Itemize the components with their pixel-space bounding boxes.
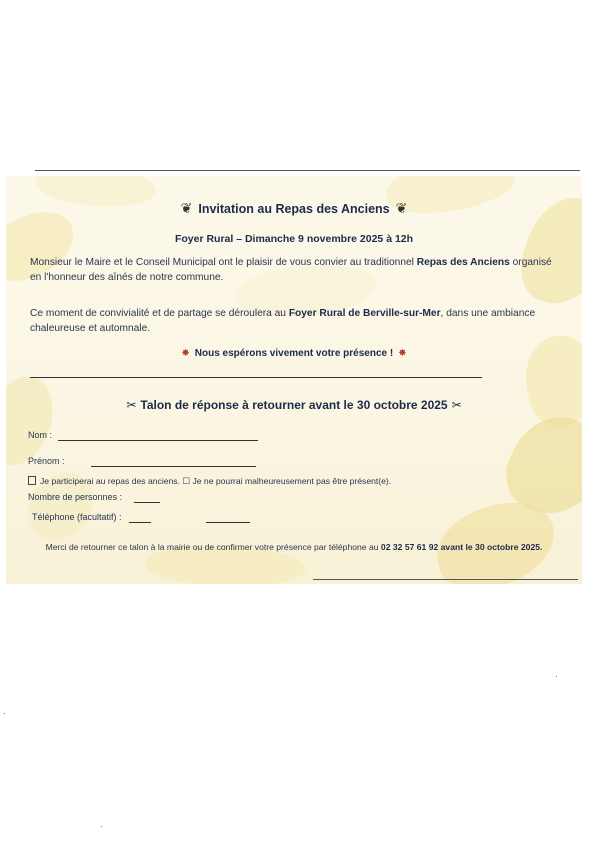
telephone-field[interactable] bbox=[129, 522, 151, 523]
telephone-field-extra[interactable] bbox=[206, 522, 250, 523]
leaf-ornament-icon: ❦ bbox=[180, 200, 193, 216]
para2-bold: Foyer Rural de Berville-sur-Mer bbox=[288, 308, 441, 319]
scan-speck bbox=[101, 826, 102, 827]
footer-text: Merci de retourner ce talon à la mairie ou de confirmer votre présence par téléphone au bbox=[45, 542, 381, 552]
attendance-options bbox=[28, 476, 391, 487]
footer-deadline: 02 32 57 61 92 avant le 30 octobre 2025. bbox=[380, 542, 543, 552]
title-text: Invitation au Repas des Anciens bbox=[198, 202, 390, 216]
top-rule bbox=[35, 170, 580, 171]
scissors-icon: ✂ bbox=[126, 398, 137, 412]
para1-bold: Repas des Anciens bbox=[416, 257, 510, 268]
reply-slip-heading-text: Talon de réponse à retourner avant le 30 octobre 2025 bbox=[140, 398, 448, 412]
maple-leaf-icon: ✸ bbox=[398, 348, 407, 359]
reply-slip-heading bbox=[6, 398, 582, 412]
return-instructions bbox=[36, 541, 552, 553]
hope-text: Nous espérons vivement votre présence ! bbox=[194, 348, 394, 359]
invitation-paragraph-2 bbox=[30, 307, 562, 336]
cut-divider bbox=[30, 377, 482, 378]
attendance-checkbox[interactable] bbox=[28, 476, 36, 485]
para2-text-end: , dans une ambiance chaleureuse et automnale. bbox=[30, 308, 536, 334]
para2-text: Ce moment de convivialité et de partage se déroulera au bbox=[30, 308, 289, 319]
attendance-text: Je participerai au repas des anciens. ☐ Je ne pourrai malheureusement pas être présent(e). bbox=[40, 476, 392, 486]
leaf-ornament-icon: ❦ bbox=[395, 200, 408, 216]
scan-speck bbox=[4, 713, 5, 714]
event-subtitle: Foyer Rural – Dimanche 9 novembre 2025 à 12h bbox=[174, 233, 414, 245]
nombre-field[interactable] bbox=[134, 502, 160, 503]
bottom-rule bbox=[313, 579, 578, 580]
prenom-field[interactable] bbox=[91, 466, 256, 467]
scissors-icon: ✂ bbox=[451, 398, 462, 412]
hope-line bbox=[6, 348, 582, 359]
invitation-card bbox=[6, 176, 582, 584]
invitation-paragraph-1 bbox=[30, 256, 562, 285]
scan-speck bbox=[556, 676, 557, 677]
nom-label: Nom : bbox=[28, 430, 53, 440]
para1-text: Monsieur le Maire et le Conseil Municipal ont le plaisir de vous convier au traditionnel bbox=[30, 257, 417, 268]
invitation-title bbox=[6, 200, 582, 217]
para1-text-end: organisé en l'honneur des aînés de notre commune. bbox=[30, 257, 552, 283]
nombre-label: Nombre de personnes : bbox=[28, 492, 123, 502]
prenom-label: Prénom : bbox=[28, 456, 65, 466]
telephone-label: Téléphone (facultatif) : bbox=[32, 512, 122, 522]
nom-field[interactable] bbox=[58, 440, 258, 441]
maple-leaf-icon: ✸ bbox=[181, 348, 190, 359]
